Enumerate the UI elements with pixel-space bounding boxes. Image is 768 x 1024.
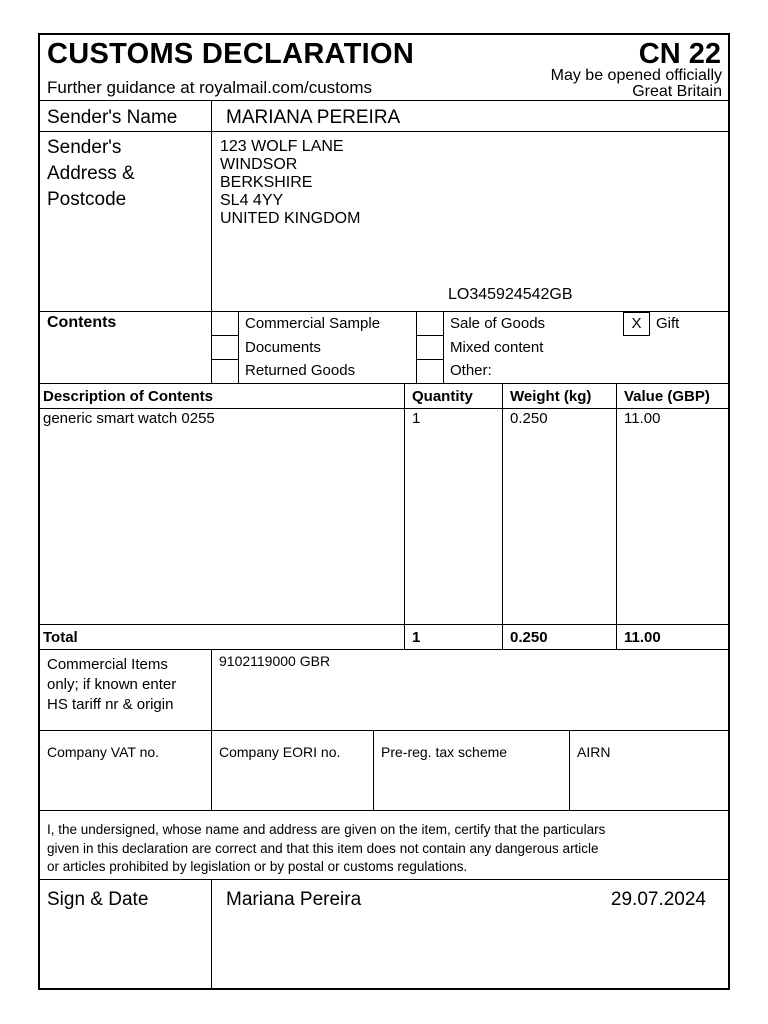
signature-name: Mariana Pereira: [226, 889, 362, 910]
commercial-sample-checkbox[interactable]: [211, 312, 238, 335]
divider: [40, 879, 730, 880]
returned-goods-label: Returned Goods: [245, 362, 356, 379]
address-line: UNITED KINGDOM: [220, 210, 361, 227]
signature-date: 29.07.2024: [610, 889, 706, 910]
gift-label: Gift: [656, 315, 680, 332]
form-title: CUSTOMS DECLARATION: [47, 38, 415, 70]
address-label-line: Postcode: [47, 189, 127, 210]
address-line: BERKSHIRE: [220, 174, 313, 191]
item-description: generic smart watch 0255: [43, 410, 215, 427]
address-label-line: Address &: [47, 163, 135, 184]
airn-label: AIRN: [577, 744, 611, 760]
hs-tariff-value: 9102119000 GBR: [219, 653, 331, 669]
declaration-line: I, the undersigned, whose name and address are given on the item, certify that the particulars: [47, 822, 606, 837]
total-weight: 0.250: [510, 629, 548, 646]
weight-header: Weight (kg): [510, 388, 592, 405]
contents-label: Contents: [47, 314, 117, 331]
sender-address-label: [47, 135, 135, 213]
divider: [40, 810, 730, 811]
opened-officially-note: [551, 68, 722, 100]
address-line: WINDSOR: [220, 156, 298, 173]
documents-label: Documents: [245, 339, 321, 356]
returned-goods-checkbox[interactable]: [211, 360, 238, 383]
description-header: Description of Contents: [43, 388, 214, 405]
declaration-line: or articles prohibited by legislation or by postal or customs regulations.: [47, 859, 468, 874]
sale-of-goods-label: Sale of Goods: [450, 315, 546, 332]
declaration-line: given in this declaration are correct and that this item does not contain any dangerous article: [47, 840, 599, 856]
address-line: SL4 4YY: [220, 192, 284, 209]
divider: [40, 624, 730, 625]
eori-label: Company EORI no.: [219, 744, 341, 760]
cn22-customs-form: [38, 33, 730, 990]
guidance-text: Further guidance at royalmail.com/customs: [47, 78, 373, 97]
total-label: Total: [43, 629, 78, 646]
divider: [211, 879, 212, 990]
total-value: 11.00: [624, 629, 661, 646]
sender-name-label: Sender's Name: [47, 107, 178, 128]
prereg-tax-label: Pre-reg. tax scheme: [381, 744, 508, 760]
commercial-label-line: Commercial Items: [47, 656, 168, 673]
form-code: CN 22: [638, 38, 721, 70]
sender-address-value: [220, 138, 360, 228]
address-label-line: Sender's: [47, 137, 122, 158]
commercial-label-line: only; if known enter: [47, 676, 177, 693]
opened-line-2: Great Britain: [632, 83, 722, 100]
item-weight: 0.250: [510, 410, 548, 427]
commercial-sample-label: Commercial Sample: [245, 315, 381, 332]
item-quantity: 1: [412, 410, 421, 427]
divider: [40, 730, 730, 731]
sender-name-value: MARIANA PEREIRA: [226, 107, 401, 128]
item-value: 11.00: [624, 410, 661, 427]
commercial-items-label: [47, 655, 176, 715]
divider: [40, 649, 730, 650]
total-quantity: 1: [412, 629, 421, 646]
divider: [569, 730, 570, 810]
divider: [502, 383, 503, 649]
divider: [443, 311, 444, 383]
tracking-number: LO345924542GB: [448, 286, 573, 303]
other-label: Other:: [450, 362, 492, 379]
opened-line-1: May be opened officially: [550, 67, 722, 84]
mixed-content-checkbox[interactable]: [416, 336, 443, 359]
documents-checkbox[interactable]: [211, 336, 238, 359]
divider: [373, 730, 374, 810]
declaration-text: [47, 821, 605, 877]
mixed-content-label: Mixed content: [450, 339, 544, 356]
divider: [616, 383, 617, 649]
gift-checkbox[interactable]: X: [623, 312, 650, 336]
sale-of-goods-checkbox[interactable]: [416, 312, 443, 335]
sign-date-label: Sign & Date: [47, 889, 149, 910]
other-checkbox[interactable]: [416, 360, 443, 383]
divider: [238, 311, 239, 383]
divider: [404, 383, 405, 649]
divider: [211, 649, 212, 810]
divider: [40, 408, 730, 409]
value-header: Value (GBP): [624, 388, 710, 405]
divider: [40, 131, 730, 132]
divider: [40, 100, 730, 101]
commercial-label-line: HS tariff nr & origin: [47, 696, 174, 713]
vat-label: Company VAT no.: [47, 744, 160, 760]
quantity-header: Quantity: [412, 388, 473, 405]
divider: [40, 383, 730, 384]
address-line: 123 WOLF LANE: [220, 138, 344, 155]
